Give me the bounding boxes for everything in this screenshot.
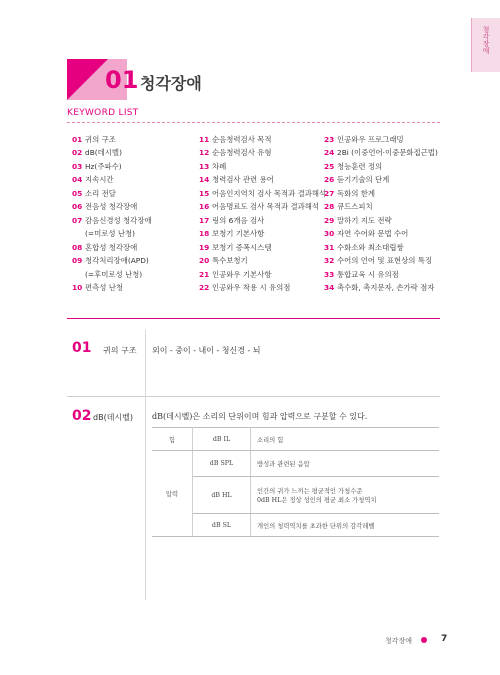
keyword-item xyxy=(199,160,326,173)
keyword-item xyxy=(199,227,326,240)
table-row xyxy=(152,477,439,514)
keyword-text: 전음성 청각장애 xyxy=(85,202,138,212)
keyword-text: 촉수화, 촉지문자, 손가락 점자 xyxy=(337,282,435,292)
keyword-number: 10 xyxy=(72,282,83,292)
keyword-text: 인공와우 착용 시 유의점 xyxy=(212,282,291,292)
keyword-item xyxy=(199,146,326,159)
keyword-list-title: KEYWORD LIST xyxy=(67,108,139,118)
keyword-item xyxy=(199,133,326,146)
keyword-text: 수화소와 최소대립쌍 xyxy=(337,242,404,252)
side-tab-label: 청각장애 xyxy=(482,26,490,54)
keyword-item xyxy=(72,200,152,213)
table-cell-category: 힘 xyxy=(152,428,193,451)
keyword-text: 귀의 구조 xyxy=(85,135,116,144)
table-row xyxy=(152,514,439,537)
keyword-text: 차폐 xyxy=(212,161,227,171)
keyword-item xyxy=(324,281,438,294)
chapter-title: 청각장애 xyxy=(140,74,202,93)
keyword-number: 18 xyxy=(199,229,210,239)
keyword-text: 듣기기술의 단계 xyxy=(337,175,390,185)
keyword-text: 자연 수어와 문법 수어 xyxy=(337,229,409,239)
keyword-number: 03 xyxy=(72,161,83,171)
keyword-text: 혼합성 청각장애 xyxy=(85,242,138,252)
keyword-text: 인공와우 기본사항 xyxy=(212,269,272,279)
table-cell-unit: dB IL xyxy=(193,428,251,451)
keyword-item xyxy=(324,160,438,173)
keyword-item xyxy=(72,187,152,200)
keyword-item xyxy=(199,268,326,281)
keyword-item xyxy=(72,133,152,146)
table-cell-desc: 방성과 관련된 음압 xyxy=(251,451,440,477)
section-number: 02 xyxy=(72,408,92,424)
table-row xyxy=(152,451,439,477)
keyword-number: 01 xyxy=(72,135,83,144)
keyword-number: 20 xyxy=(199,256,210,266)
keyword-item xyxy=(72,241,152,254)
keyword-text: 어음명료도 검사 목적과 결과해석 xyxy=(212,202,320,212)
keyword-number: 28 xyxy=(324,202,335,212)
keyword-number: 34 xyxy=(324,282,335,292)
keyword-text: (=후미로성 난청) xyxy=(85,269,143,279)
keyword-text: 통합교육 시 유의점 xyxy=(337,269,399,279)
keyword-column-1 xyxy=(72,133,152,294)
keyword-text: 말하기 지도 전략 xyxy=(337,215,392,225)
keyword-column-3 xyxy=(324,133,438,294)
keyword-number: 07 xyxy=(72,215,83,225)
keyword-item xyxy=(324,146,438,159)
keyword-item xyxy=(72,173,152,186)
page-number: 7 xyxy=(441,634,448,644)
keyword-number: 17 xyxy=(199,215,210,225)
keyword-number: 23 xyxy=(324,135,335,144)
keyword-text: 어음인지역치 검사 목적과 결과해석 xyxy=(212,188,327,198)
keyword-item xyxy=(199,281,326,294)
db-table xyxy=(152,427,439,537)
keyword-number: 08 xyxy=(72,242,83,252)
keyword-text: 지속시간 xyxy=(85,175,114,185)
keyword-number: 15 xyxy=(199,188,210,198)
keyword-text: dB(데시벨) xyxy=(85,148,122,158)
section-divider xyxy=(67,318,440,319)
keyword-number: 27 xyxy=(324,188,335,198)
footer-chapter-label: 청각장애 xyxy=(385,637,413,645)
table-cell-desc-line: 0dB HL은 정상 성인의 평균 최소 가청역치 xyxy=(257,497,377,504)
keyword-text: 독화의 한계 xyxy=(337,188,376,198)
keyword-item xyxy=(324,133,438,146)
side-chapter-tab xyxy=(471,18,500,72)
keyword-text: 인공와우 프로그래밍 xyxy=(337,135,404,144)
keyword-item xyxy=(199,187,326,200)
keyword-item xyxy=(72,146,152,159)
keyword-item xyxy=(199,173,326,186)
keyword-number: 21 xyxy=(199,269,210,279)
table-cell-unit: dB HL xyxy=(193,477,251,514)
keyword-text: 청각처리장애(APD) xyxy=(85,256,149,266)
keyword-item xyxy=(324,254,438,267)
section-rule xyxy=(67,396,440,397)
keyword-text: 소리 전달 xyxy=(85,188,116,198)
keyword-number: 09 xyxy=(72,256,83,266)
keyword-item xyxy=(199,214,326,227)
keyword-item xyxy=(324,241,438,254)
keyword-text: (=미로성 난청) xyxy=(85,229,136,239)
keyword-item xyxy=(72,227,152,240)
chapter-number: 01 xyxy=(105,66,139,94)
keyword-text: 2Bi (이중언어·이중문화접근법) xyxy=(337,148,438,158)
keyword-item xyxy=(324,173,438,186)
section-label: dB(데시벨) xyxy=(93,413,133,422)
table-cell-desc-line: 인간의 귀가 느끼는 평균적인 가청수준 xyxy=(257,488,363,495)
column-divider xyxy=(145,330,146,600)
keyword-text: 큐드스피치 xyxy=(337,202,373,212)
keyword-number: 11 xyxy=(199,135,210,144)
keyword-item xyxy=(324,200,438,213)
section-body: dB(데시벨)은 소리의 단위이며 힘과 압력으로 구분할 수 있다. xyxy=(152,412,368,421)
keyword-item xyxy=(324,268,438,281)
keyword-text: Hz(주파수) xyxy=(85,161,122,171)
keyword-text: 청력검사 관련 용어 xyxy=(212,175,274,185)
keyword-number: 16 xyxy=(199,202,210,212)
keyword-number: 32 xyxy=(324,256,335,266)
keyword-text: 청능훈련 정의 xyxy=(337,161,383,171)
keyword-text: 보청기 증폭시스템 xyxy=(212,242,272,252)
keyword-number: 12 xyxy=(199,148,210,158)
keyword-number: 29 xyxy=(324,215,335,225)
keyword-text: 감음신경성 청각장애 xyxy=(85,215,152,225)
table-cell-unit: dB SL xyxy=(193,514,251,537)
table-cell-category: 압력 xyxy=(152,451,193,537)
keyword-text: 수어의 언어 및 표현상의 특징 xyxy=(337,256,433,266)
table-cell-desc xyxy=(251,477,440,514)
keyword-item xyxy=(72,254,152,267)
table-cell-unit: dB SPL xyxy=(193,451,251,477)
keyword-number: 04 xyxy=(72,175,83,185)
keyword-text: 특수보청기 xyxy=(212,256,248,266)
keyword-number: 31 xyxy=(324,242,335,252)
keyword-item xyxy=(324,214,438,227)
keyword-item xyxy=(72,268,152,281)
keyword-number: 19 xyxy=(199,242,210,252)
keyword-number: 26 xyxy=(324,175,335,185)
keyword-text: 보청기 기본사항 xyxy=(212,229,265,239)
keyword-text: 순음청력검사 유형 xyxy=(212,148,272,158)
keyword-item xyxy=(324,227,438,240)
keyword-item xyxy=(72,214,152,227)
keyword-number: 14 xyxy=(199,175,210,185)
keyword-text: 링의 6개음 검사 xyxy=(212,215,265,225)
footer-dot xyxy=(421,637,427,643)
keyword-number: 30 xyxy=(324,229,335,239)
keyword-text: 순음청력검사 목적 xyxy=(212,135,272,144)
keyword-number: 22 xyxy=(199,282,210,292)
section-body: 외이 - 중이 - 내이 - 청신경 - 뇌 xyxy=(152,346,261,355)
keyword-item xyxy=(324,187,438,200)
keyword-item xyxy=(199,254,326,267)
keyword-number: 05 xyxy=(72,188,83,198)
keyword-item xyxy=(199,241,326,254)
section-label: 귀의 구조 xyxy=(103,346,137,355)
title-triangle xyxy=(67,59,108,100)
section-number: 01 xyxy=(72,340,92,356)
keyword-text: 편측성 난청 xyxy=(85,282,124,292)
keyword-item xyxy=(72,160,152,173)
table-row xyxy=(152,428,439,451)
keyword-number: 25 xyxy=(324,161,335,171)
keyword-number: 02 xyxy=(72,148,83,158)
table-cell-desc: 소리의 힘 xyxy=(251,428,440,451)
table-cell-desc: 개인의 청력역치를 초과한 단위의 감각레벨 xyxy=(251,514,440,537)
keyword-number: 24 xyxy=(324,148,335,158)
keyword-number: 13 xyxy=(199,161,210,171)
keyword-number: 06 xyxy=(72,202,83,212)
keyword-number: 33 xyxy=(324,269,335,279)
keyword-item xyxy=(72,281,152,294)
keyword-column-2 xyxy=(199,133,326,294)
keyword-item xyxy=(199,200,326,213)
keyword-divider xyxy=(67,122,440,123)
